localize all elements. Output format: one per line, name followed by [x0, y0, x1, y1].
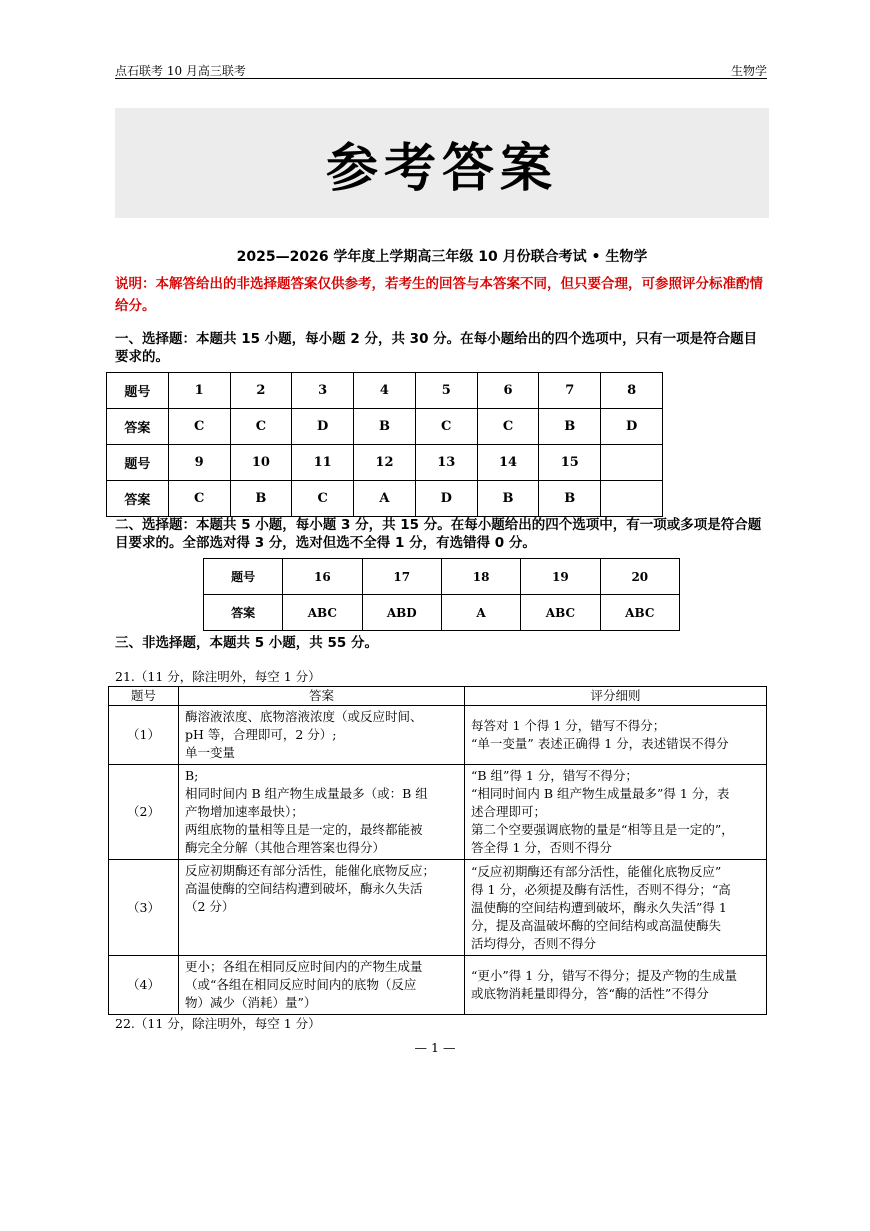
text-line: “单一变量” 表述正确得 1 分，表述错误不得分 [471, 736, 729, 751]
label-cell: 答案 [107, 409, 169, 445]
number-cell: 17 [362, 559, 441, 595]
text-line: 述合理即可； [471, 804, 547, 819]
table-row [107, 409, 663, 445]
label-cell: 题号 [204, 559, 283, 595]
text-line: 单一变量 [185, 745, 236, 760]
number-cell: 9 [168, 445, 230, 481]
answer-cell: A [441, 595, 520, 631]
text-line: 更小；各组在相同反应时间内的产物生成量 [185, 959, 423, 974]
number-cell: 4 [354, 373, 416, 409]
text-line: “B 组”得 1 分，错写不得分； [471, 768, 638, 783]
section1-heading: 一、选择题：本题共 15 小题，每小题 2 分，共 30 分。在每小题给出的四个选项中，只有一项是符合题目要求的。 [115, 331, 758, 365]
answer-cell: ABC [283, 595, 362, 631]
answer-cell: A [354, 481, 416, 517]
page-header [115, 62, 767, 79]
answer-cell: D [292, 409, 354, 445]
text-line: 反应初期酶还有部分活性，能催化底物反应； [185, 863, 436, 878]
number-cell: 19 [521, 559, 600, 595]
table-row [109, 765, 767, 860]
number-cell: 11 [292, 445, 354, 481]
number-cell: 15 [539, 445, 601, 481]
number-cell: 18 [441, 559, 520, 595]
text-line: （2 分） [185, 899, 235, 914]
q21-table [108, 686, 767, 1015]
table-row [107, 481, 663, 517]
table-row [204, 559, 680, 595]
answer-cell [179, 956, 465, 1015]
criteria-cell [465, 706, 767, 765]
number-cell: 2 [230, 373, 292, 409]
table-row [109, 860, 767, 956]
choice-table-1 [106, 372, 663, 517]
table-row [107, 373, 663, 409]
text-line: “更小”得 1 分，错写不得分；提及产物的生成量 [471, 968, 738, 983]
answer-cell: ABC [521, 595, 600, 631]
answer-cell: C [292, 481, 354, 517]
text-line: 得 1 分，必须提及酶有活性，否则不得分；“高 [471, 881, 731, 897]
answer-cell [179, 706, 465, 765]
text-line: 两组底物的量相等且是一定的，最终都能被 [185, 822, 423, 837]
answer-cell: D [601, 409, 663, 445]
text-line: 产物增加速率最快）； [185, 804, 304, 819]
number-cell: 14 [477, 445, 539, 481]
number-cell: 7 [539, 373, 601, 409]
answer-cell: ABC [600, 595, 679, 631]
text-line: 或底物消耗量即得分，答“酶的活性”不得分 [471, 986, 709, 1001]
choice-table-2 [203, 558, 680, 631]
text-line: 活均得分，否则不得分 [471, 935, 597, 951]
criteria-cell [465, 956, 767, 1015]
header-left: 点石联考 10 月高三联考 [115, 64, 246, 78]
answer-cell: D [415, 481, 477, 517]
col-header-answer: 答案 [179, 687, 465, 706]
text-line: （或“各组在相同反应时间内的底物（反应 [185, 977, 417, 992]
text-line: “反应初期酶还有部分活性，能催化底物反应” [471, 863, 722, 879]
number-cell: 5 [415, 373, 477, 409]
exam-title: 2025—2026 学年度上学期高三年级 10 月份联合考试 • 生物学 [236, 249, 648, 265]
text-line: “相同时间内 B 组产物生成量最多”得 1 分，表 [471, 786, 730, 801]
label-cell: 题号 [107, 373, 169, 409]
answer-cell: C [168, 409, 230, 445]
criteria-cell [465, 765, 767, 860]
number-cell: 1 [168, 373, 230, 409]
table-row [107, 445, 663, 481]
answer-cell: C [415, 409, 477, 445]
text-line: 高温使酶的空间结构遭到破坏，酶永久失活 [185, 881, 423, 896]
banner-title: 参考答案 [325, 137, 558, 199]
answer-cell [601, 481, 663, 517]
answer-cell: ABD [362, 595, 441, 631]
q22-header: 22.（11 分，除注明外，每空 1 分） [115, 1016, 321, 1031]
text-line: pH 等，合理即可，2 分）; [185, 727, 337, 742]
q21-header: 21.（11 分，除注明外，每空 1 分） [115, 669, 321, 684]
question-no: （4） [109, 956, 179, 1015]
answer-cell [179, 860, 465, 956]
answer-cell: C [168, 481, 230, 517]
header-right: 生物学 [730, 64, 767, 78]
answer-cell: B [230, 481, 292, 517]
number-cell: 16 [283, 559, 362, 595]
text-line: 温使酶的空间结构遭到破坏，酶永久失活”得 1 [471, 899, 727, 915]
table-header-row [109, 687, 767, 706]
answer-cell: B [477, 481, 539, 517]
col-header-criteria: 评分细则 [465, 687, 767, 706]
label-cell: 题号 [107, 445, 169, 481]
label-cell: 答案 [107, 481, 169, 517]
text-line: 相同时间内 B 组产物生成量最多（或：B 组 [185, 786, 428, 801]
text-line: 分，提及高温破坏酶的空间结构或高温使酶失 [471, 917, 722, 933]
section2-heading: 二、选择题：本题共 5 小题，每小题 3 分，共 15 分。在每小题给出的四个选项中，有一项或多项是符合题目要求的。全部选对得 3 分，选对但选不全得 1 分，有选错得 0 分。 [115, 517, 762, 551]
question-no: （1） [109, 706, 179, 765]
number-cell: 10 [230, 445, 292, 481]
answer-cell: B [354, 409, 416, 445]
table-row [109, 956, 767, 1015]
answer-cell [179, 765, 465, 860]
text-line: 物）减少（消耗）量”） [185, 995, 317, 1010]
question-no: （3） [109, 860, 179, 956]
label-cell: 答案 [204, 595, 283, 631]
answer-banner [115, 108, 769, 218]
question-no: （2） [109, 765, 179, 860]
answer-cell: C [477, 409, 539, 445]
text-line: 第二个空要强调底物的量是“相等且是一定的”， [471, 822, 734, 837]
text-line: B; [185, 768, 199, 783]
grading-note: 说明：本解答给出的非选择题答案仅供参考，若考生的回答与本答案不同，但只要合理，可参照评分标准酌情给分。 [115, 276, 763, 314]
number-cell: 13 [415, 445, 477, 481]
number-cell: 20 [600, 559, 679, 595]
number-cell: 12 [354, 445, 416, 481]
col-header-no: 题号 [109, 687, 179, 706]
answer-cell: B [539, 481, 601, 517]
table-row [204, 595, 680, 631]
number-cell [601, 445, 663, 481]
text-line: 酶溶液浓度、底物溶液浓度（或反应时间、 [185, 709, 423, 724]
number-cell: 6 [477, 373, 539, 409]
number-cell: 8 [601, 373, 663, 409]
section3-heading: 三、非选择题，本题共 5 小题，共 55 分。 [115, 635, 378, 651]
text-line: 酶完全分解（其他合理答案也得分） [185, 840, 386, 855]
answer-cell: C [230, 409, 292, 445]
text-line: 每答对 1 个得 1 分，错写不得分； [471, 718, 666, 733]
table-row [109, 706, 767, 765]
text-line: 答全得 1 分，否则不得分 [471, 840, 612, 855]
answer-cell: B [539, 409, 601, 445]
page-number: — 1 — [414, 1040, 456, 1055]
number-cell: 3 [292, 373, 354, 409]
criteria-cell [465, 860, 767, 956]
